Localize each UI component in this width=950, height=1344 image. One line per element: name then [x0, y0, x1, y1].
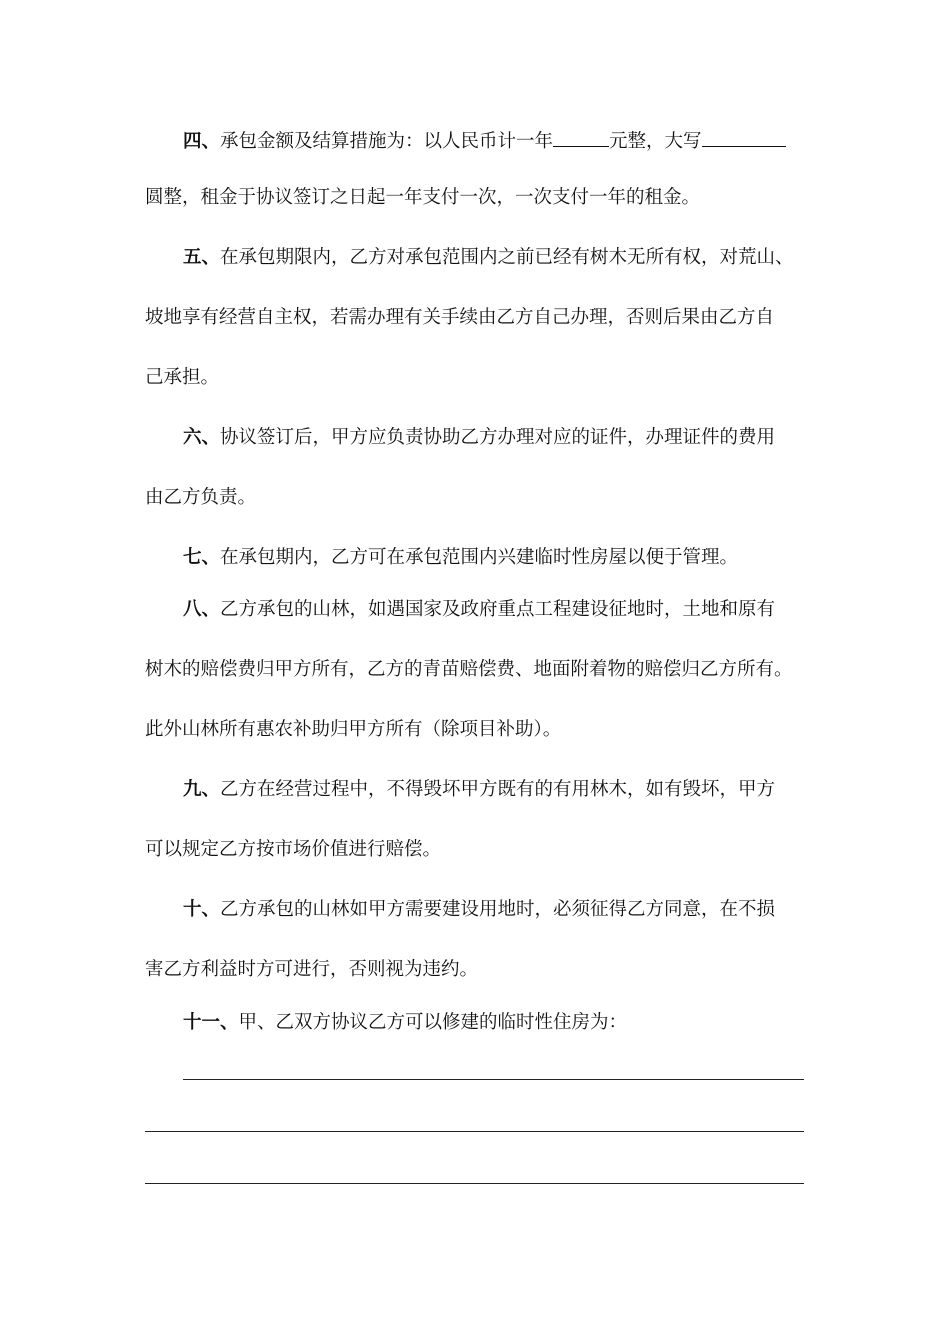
clause-text: 承包金额及结算措施为：以人民币计一年: [220, 131, 554, 152]
clause-number: 八、: [183, 599, 221, 620]
clause-4-line-1: [183, 128, 786, 154]
clause-text: 乙方在经营过程中，不得毁坏甲方既有的有用林木，如有毁坏，甲方: [220, 779, 776, 800]
clause-11-line-1: [183, 1011, 627, 1035]
clause-10-line-1: [183, 898, 775, 922]
clause-text: 协议签订后，甲方应负责协助乙方办理对应的证件，办理证件的费用: [220, 427, 776, 448]
clause-9-line-1: [183, 778, 775, 802]
clause-5-line-3: 己承担。: [145, 367, 220, 388]
fill-in-line-1[interactable]: [183, 1079, 804, 1080]
clause-number: 十、: [183, 899, 221, 920]
clause-9-line-2: 可以规定乙方按市场价值进行赔偿。: [145, 839, 442, 860]
clause-10-line-2: 害乙方利益时方可进行，否则视为违约。: [145, 959, 479, 980]
clause-text: 元整，大写: [609, 131, 702, 152]
fill-in-blank-uppercase-amount[interactable]: [702, 128, 786, 147]
clause-number: 十一、: [183, 1012, 239, 1033]
clause-number: 九、: [183, 779, 221, 800]
clause-5-line-2: 坡地享有经营自主权，若需办理有关手续由乙方自己办理，否则后果由乙方自: [145, 307, 775, 328]
clause-number: 四、: [183, 131, 221, 152]
clause-8-line-2: 树木的赔偿费归甲方所有，乙方的青苗赔偿费、地面附着物的赔偿归乙方所有。: [145, 659, 793, 680]
clause-text: 甲、乙双方协议乙方可以修建的临时性住房为：: [238, 1012, 628, 1033]
clause-8-line-3: 此外山林所有惠农补助归甲方所有（除项目补助）。: [145, 719, 562, 740]
fill-in-line-3[interactable]: [145, 1183, 804, 1184]
clause-text: 乙方承包的山林，如遇国家及政府重点工程建设征地时，土地和原有: [220, 599, 776, 620]
clause-number: 五、: [183, 247, 221, 268]
clause-5-line-1: [183, 246, 794, 270]
clause-8-line-1: [183, 598, 775, 622]
fill-in-line-2[interactable]: [145, 1131, 804, 1132]
clause-text: 乙方承包的山林如甲方需要建设用地时，必须征得乙方同意，在不损: [220, 899, 776, 920]
clause-number: 六、: [183, 427, 221, 448]
clause-number: 七、: [183, 547, 221, 568]
clause-4-line-2: 圆整，租金于协议签订之日起一年支付一次，一次支付一年的租金。: [145, 187, 701, 208]
clause-6-line-2: 由乙方负责。: [145, 487, 257, 508]
clause-text: 在承包期限内，乙方对承包范围内之前已经有树木无所有权，对荒山、: [220, 247, 794, 268]
clause-7-line-1: [183, 546, 738, 570]
clause-6-line-1: [183, 426, 775, 450]
clause-text: 在承包期内，乙方可在承包范围内兴建临时性房屋以便于管理。: [220, 547, 739, 568]
fill-in-blank-amount[interactable]: [553, 128, 609, 147]
